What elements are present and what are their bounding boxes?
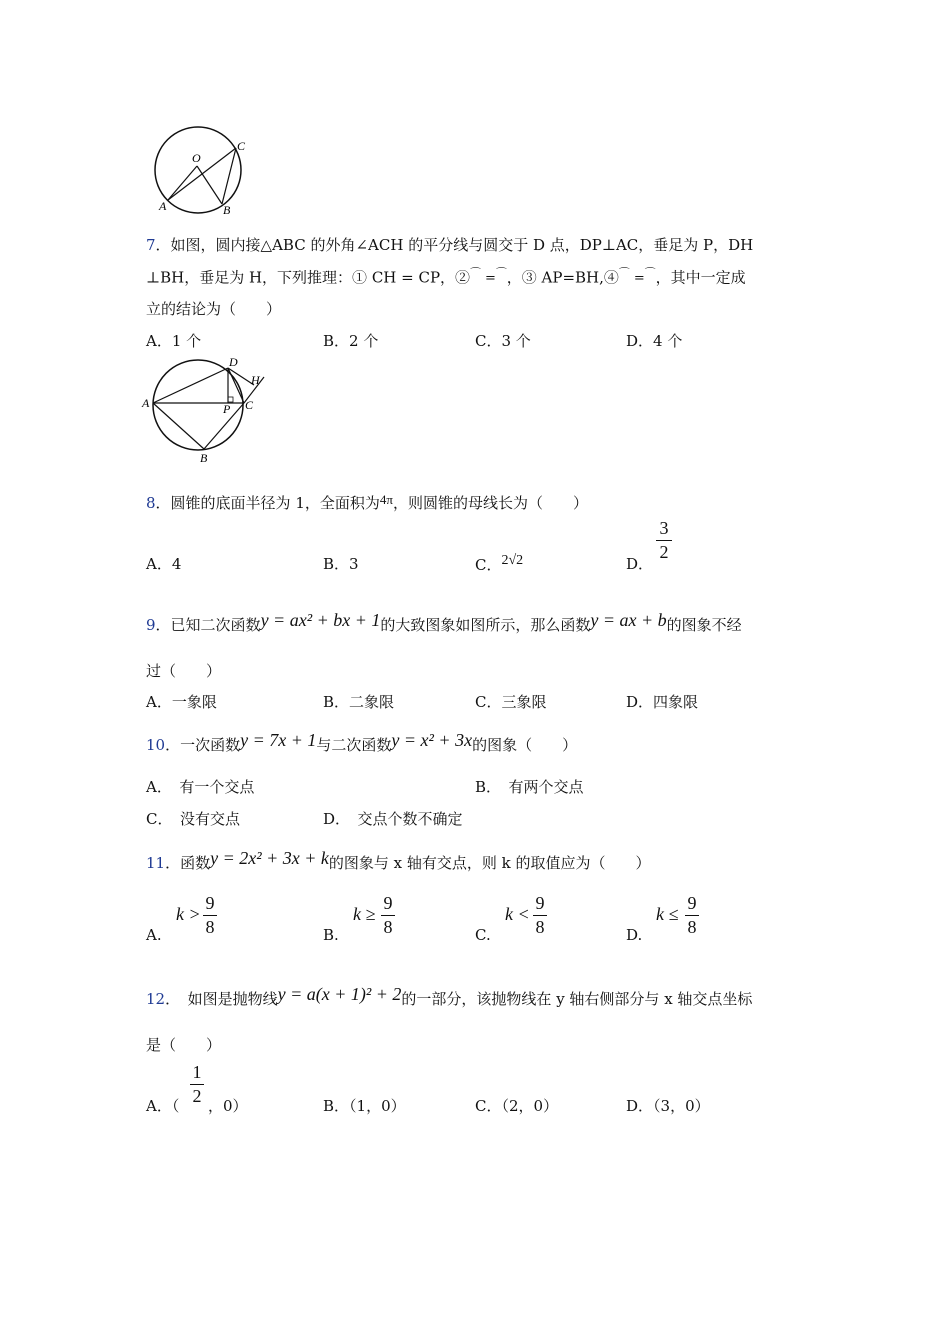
q7-option-b: B．2 个 — [323, 332, 379, 350]
q11-number: 11 — [146, 854, 166, 872]
q9-function-1: y = ax² + bx + 1 — [260, 610, 381, 630]
q12-stem — [146, 984, 752, 1009]
q9-function-2: y = ax + b — [590, 610, 667, 630]
q9-option-d: D．四象限 — [626, 693, 699, 711]
q11-option-a-relation: k > — [176, 904, 201, 924]
fraction-denominator: 8 — [535, 917, 545, 937]
q11-text-a: ．函数 — [165, 854, 211, 872]
q10-option-a: A． 有一个交点 — [146, 778, 255, 796]
q11-function: y = 2x² + 3x + k — [210, 848, 329, 868]
q8-option-c — [475, 553, 523, 575]
q7-line2 — [146, 266, 746, 287]
q10-option-d: D． 交点个数不确定 — [323, 810, 463, 828]
label-b: B — [223, 203, 231, 217]
q10-function-2: y = x² + 3x — [391, 730, 473, 750]
q12-option-a-suffix: ，0） — [208, 1097, 248, 1115]
fraction-numerator: 1 — [192, 1062, 202, 1082]
q12-text-b: 的一部分，该抛物线在 y 轴右侧部分与 x 轴交点坐标 — [401, 990, 753, 1008]
q7-number: 7 — [146, 236, 156, 254]
q8-option-c-value: 2√2 — [501, 553, 524, 568]
q11-option-d-letter: D. — [626, 926, 643, 944]
q9-text-a: ．已知二次函数 — [155, 616, 261, 634]
q12-line2: 是（ ） — [146, 1036, 222, 1054]
q10-text-b: 与二次函数 — [316, 736, 392, 754]
q10-number: 10 — [146, 736, 166, 754]
q12-number: 12 — [146, 990, 166, 1008]
figure-circle-oabc — [148, 122, 252, 218]
q9-stem — [146, 610, 742, 635]
q8-area: 4π — [379, 492, 393, 507]
q7-option-a: A．1 个 — [146, 332, 202, 350]
label-a: A — [159, 199, 167, 213]
q11-option-d-fraction — [685, 893, 699, 938]
fraction-denominator: 8 — [687, 917, 697, 937]
fraction-denominator: 8 — [383, 917, 393, 937]
q7-text-2c: ，其中一定成 — [655, 268, 746, 287]
q11-stem — [146, 848, 651, 873]
q10-text-a: ．一次函数 — [165, 736, 241, 754]
q8-option-c-label: C． — [475, 556, 502, 574]
q11-option-c-letter: C. — [475, 926, 491, 944]
q7-line3: 立的结论为（ ） — [146, 300, 282, 318]
q9-number: 9 — [146, 616, 156, 634]
q7-option-c: C．3 个 — [475, 332, 531, 350]
q11-option-c-fraction — [533, 893, 547, 938]
q11-option-b-letter: B. — [323, 926, 339, 944]
q7-option-d: D．4 个 — [626, 332, 683, 350]
q9-option-c: C．三象限 — [475, 693, 547, 711]
q12-function: y = a(x + 1)² + 2 — [277, 984, 402, 1004]
fraction-denominator: 8 — [205, 917, 215, 937]
q10-option-c: C． 没有交点 — [146, 810, 240, 828]
fraction-numerator: 9 — [383, 893, 393, 913]
label-c: C — [237, 139, 246, 153]
label-b: B — [200, 451, 208, 465]
q9-text-c: 的图象不经 — [666, 616, 742, 634]
q8-stem — [146, 492, 588, 513]
q8-text-a: ．圆锥的底面半径为 1，全面积为 — [155, 494, 380, 512]
label-p: P — [223, 402, 231, 416]
fraction-denominator: 2 — [659, 542, 669, 562]
q11-option-a-letter: A. — [146, 926, 162, 944]
q9-option-a: A．一象限 — [146, 693, 217, 711]
q8-number: 8 — [146, 494, 156, 512]
label-o: O — [192, 151, 201, 165]
q12-option-b: B．（1，0） — [323, 1097, 406, 1115]
q9-line2: 过（ ） — [146, 662, 222, 680]
label-a: A — [142, 396, 150, 410]
q12-option-d: D．（3，0） — [626, 1097, 710, 1115]
q8-option-a: A．4 — [146, 555, 182, 573]
q8-option-b: B．3 — [323, 555, 359, 573]
q7-text-2b: ，③ AP=BH,④ — [506, 268, 619, 287]
q10-text-c: 的图象（ ） — [472, 736, 578, 754]
q9-text-b: 的大致图象如图所示，那么函数 — [380, 616, 591, 634]
fraction-numerator: 9 — [687, 893, 697, 913]
q8-option-d-label: D． — [626, 555, 654, 573]
q7-text-1: ．如图，圆内接△ABC 的外角∠ACH 的平分线与圆交于 D 点，DP⊥AC，垂足为 P，DH — [155, 236, 754, 254]
label-d: D — [229, 355, 238, 369]
q8-option-d-fraction — [656, 518, 672, 563]
q11-option-d-relation: k ≤ — [656, 904, 679, 924]
q11-option-c-relation: k < — [505, 904, 530, 924]
q11-option-a-fraction — [203, 893, 217, 938]
q7-text-2a: ⊥BH，垂足为 H，下列推理：① CH = CP，② — [146, 268, 471, 287]
label-c: C — [245, 398, 254, 412]
q10-option-b: B． 有两个交点 — [475, 778, 584, 796]
q11-option-b-fraction — [381, 893, 395, 938]
fraction-numerator: 3 — [659, 518, 669, 538]
q11-option-b-relation: k ≥ — [353, 904, 376, 924]
q8-text-b: ，则圆锥的母线长为（ ） — [392, 494, 588, 512]
fraction-numerator: 9 — [535, 893, 545, 913]
q7-arc-eq-1: ⌒ =⌒ — [470, 267, 507, 287]
q12-option-a-fraction — [190, 1062, 204, 1107]
label-h: H — [251, 373, 260, 387]
fraction-denominator: 2 — [192, 1086, 202, 1106]
q10-stem — [146, 730, 577, 755]
q11-text-b: 的图象与 x 轴有交点，则 k 的取值应为（ ） — [328, 854, 651, 872]
fraction-numerator: 9 — [205, 893, 215, 913]
q12-text-a: ． 如图是抛物线 — [165, 990, 278, 1008]
q10-function-1: y = 7x + 1 — [240, 730, 317, 750]
figure-circle-abcdph — [140, 355, 275, 467]
q7-arc-eq-2: ⌒ =⌒ — [618, 267, 656, 287]
q7-line1 — [146, 234, 753, 255]
q9-option-b: B．二象限 — [323, 693, 395, 711]
q12-option-c: C．（2，0） — [475, 1097, 559, 1115]
q12-option-a-prefix: A．（ — [146, 1097, 180, 1115]
